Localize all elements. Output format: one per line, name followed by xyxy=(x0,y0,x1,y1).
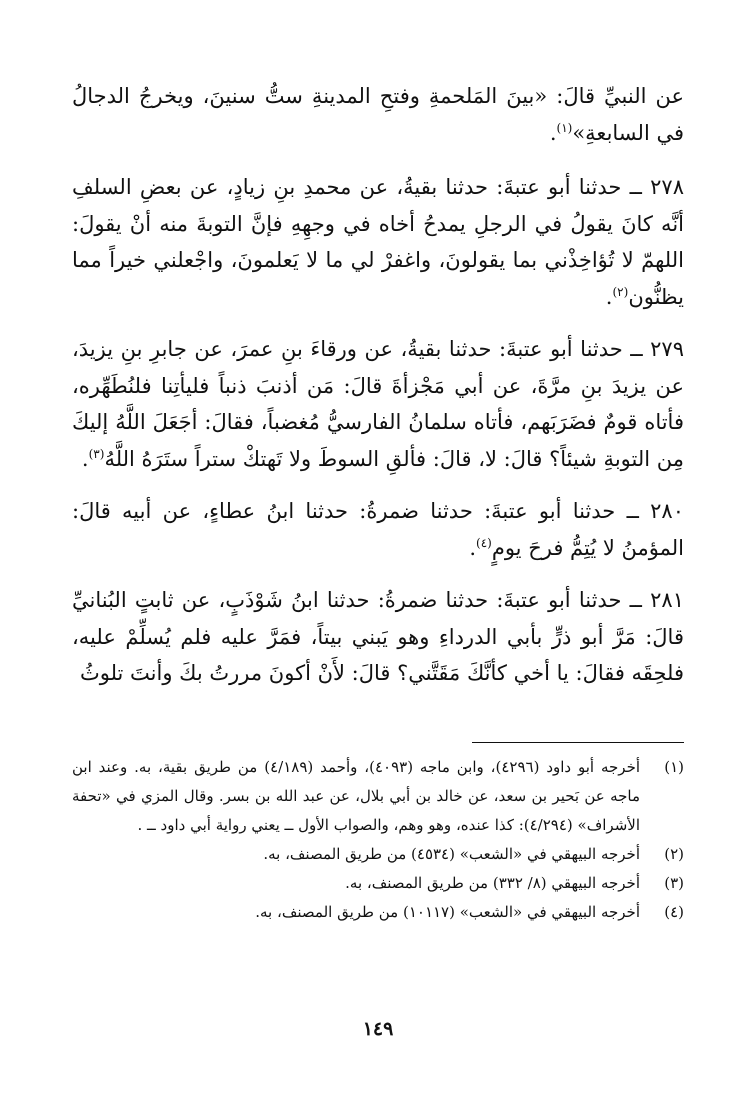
footnote-4 xyxy=(72,898,684,927)
paragraph-end: . xyxy=(605,284,613,309)
footnote-ref: (٣) xyxy=(88,446,105,461)
main-text xyxy=(72,78,684,692)
paragraph-end: . xyxy=(549,120,557,145)
footnote-3 xyxy=(72,869,684,898)
paragraph-278 xyxy=(72,169,684,315)
paragraph-text: ٢٨١ ــ حدثنا أبو عتبةَ: حدثنا ضمرةُ: حدثنا ابنُ شَوْذَبٍ، عن ثابتٍ البُنانيِّ قالَ: مَرَّ أبو ذرٍّ بأبي الدرداءِ وهو يَبني بيتاً، فمَرَّ عليه فلم يُسلِّمْ عليه، فلحِقَه فقالَ: يا أخي كأنَّكَ مَقَتَّني؟ قالَ: لأَنْ أكونَ مررتُ بكَ وأنتَ تلوثُ xyxy=(72,588,684,685)
footnote-divider xyxy=(472,742,684,743)
paragraph-text: ٢٧٨ ــ حدثنا أبو عتبةَ: حدثنا بقيةُ، عن محمدِ بنِ زيادٍ، عن بعضِ السلفِ أنَّه كانَ يقولُ في الرجلِ يمدحُ أخاه في وجهِهِ فإنَّ التوبةَ منه أنْ يقولَ: اللهمّ لا تُؤاخِذْني بما يقولونَ، واغفرْ لي ما لا يَعلمونَ، واجْعلني خيراً مما يظنُّون xyxy=(72,175,684,309)
page-number: ١٤٩ xyxy=(362,1018,394,1040)
footnote-1 xyxy=(72,753,684,840)
footnote-ref: (٢) xyxy=(612,284,629,299)
paragraph-text: ٢٨٠ ــ حدثنا أبو عتبةَ: حدثنا ضمرةُ: حدثنا ابنُ عطاءٍ، عن أبيه قالَ: المؤمنُ لا يُتِمُّ فرحَ يومٍ xyxy=(72,499,684,560)
footnote-number: (٢) xyxy=(664,844,684,863)
footnote-text: أخرجه البيهقي في «الشعب» (٤٥٣٤) من طريق المصنف، به. xyxy=(263,844,640,863)
paragraph-280 xyxy=(72,493,684,566)
footnote-number: (١) xyxy=(664,757,684,776)
paragraph-text: ٢٧٩ ــ حدثنا أبو عتبةَ: حدثنا بقيةُ، عن ورقاءَ بنِ عمرَ، عن جابرِ بنِ يزيدَ، عن يزيدَ بنِ مرَّةَ، عن أبي مَجْزأةَ قالَ: مَن أذنبَ ذنباً فليأتِنا فلنُطَهِّره، فأتاه قومٌ فضَرَبَهم، فأتاه سلمانُ الفارسيُّ مُغضباً، فقالَ: أجَعَلَ اللَّهُ إليكَ مِن التوبةِ شيئاً؟ قالَ: لا، قالَ: فألقِ السوطَ ولا تَهتكْ ستراً ستَرَهُ اللَّهُ xyxy=(72,337,684,471)
footnote-number: (٣) xyxy=(664,873,684,892)
paragraph-end: . xyxy=(469,535,476,560)
footnote-ref: (٤) xyxy=(476,535,492,550)
paragraph-text: عن النبيِّ قالَ: «بينَ المَلحمةِ وفتحِ المدينةِ ستُّ سنينَ، ويخرجُ الدجالُ في السابعةِ» xyxy=(72,84,684,145)
paragraph-end: . xyxy=(81,446,89,471)
paragraph-continuation xyxy=(72,78,684,151)
paragraph-279 xyxy=(72,331,684,477)
footnote-text: أخرجه البيهقي في «الشعب» (١٠١١٧) من طريق المصنف، به. xyxy=(255,902,640,921)
footnote-number: (٤) xyxy=(664,902,684,921)
footnote-ref: (١) xyxy=(556,120,573,135)
paragraph-281 xyxy=(72,582,684,692)
footnote-text: أخرجه البيهقي (٨/ ٣٣٢) من طريق المصنف، به. xyxy=(345,873,640,892)
footnotes xyxy=(72,753,684,927)
footnote-text: أخرجه أبو داود (٤٢٩٦)، وابن ماجه (٤٠٩٣)، وأحمد (٤/١٨٩) من طريق بقية، به. وعند ابن ماجه عن بَحير بن سعد، عن خالد بن أبي بلال، عن عبد الله بن بسر. وقال المزي في «تحفة الأشراف» (٤/٢٩٤): كذا عنده، وهو وهم، والصواب الأول ــ يعني رواية أبي داود ــ . xyxy=(72,757,641,834)
footnote-2 xyxy=(72,840,684,869)
book-page xyxy=(72,78,684,1088)
